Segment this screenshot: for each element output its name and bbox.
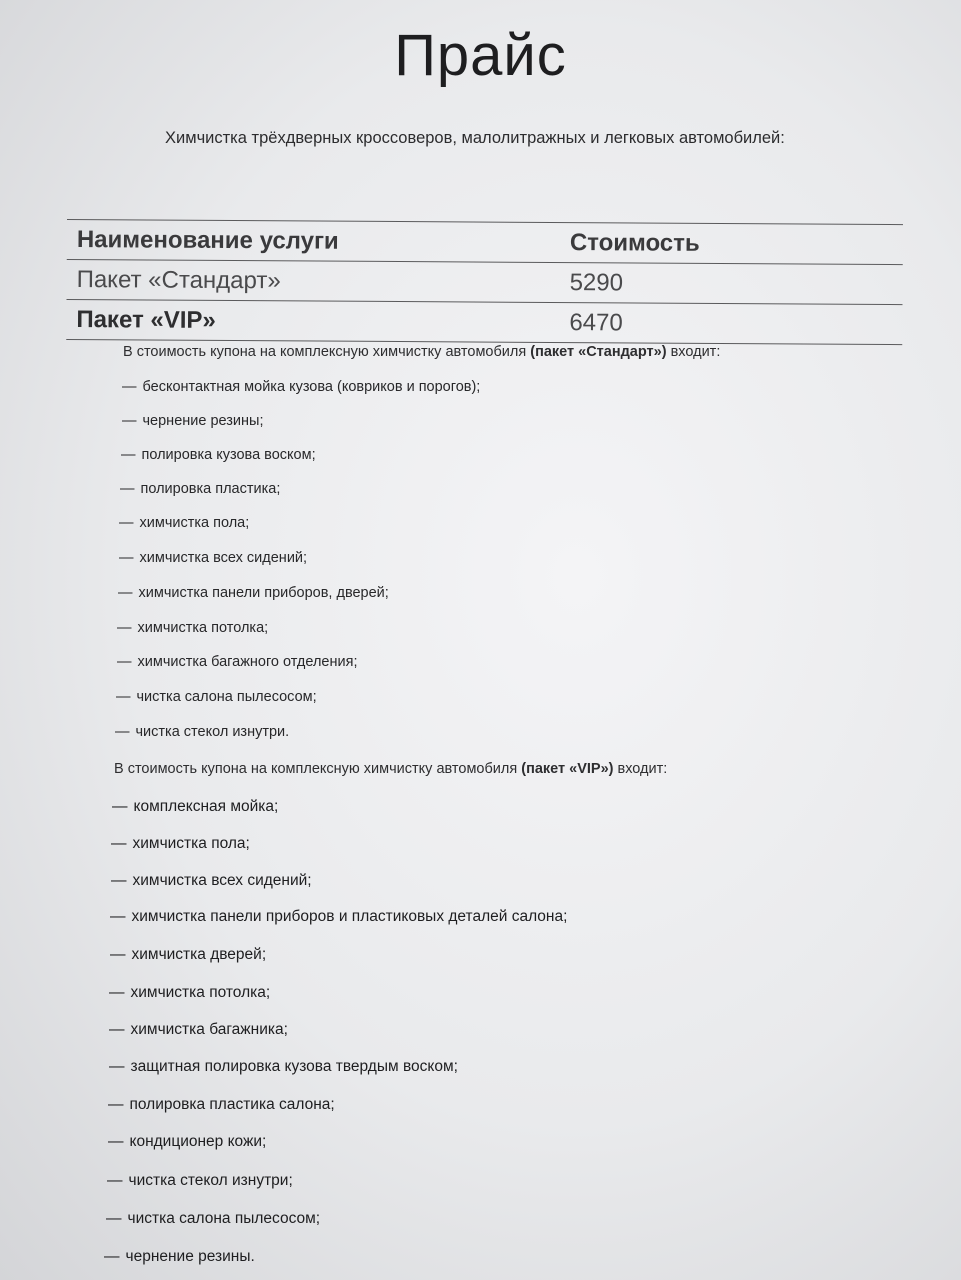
- list-item: [108, 1133, 266, 1151]
- bullet-dash: —: [112, 798, 128, 815]
- list-item: [109, 984, 270, 1002]
- bullet-dash: —: [118, 585, 133, 601]
- bullet-dash: —: [108, 1096, 124, 1113]
- bullet-dash: —: [106, 1210, 122, 1227]
- page-subtitle: Химчистка трёхдверных кроссоверов, малолитражных и легковых автомобилей:: [165, 129, 785, 147]
- list-item-text: химчистка пола;: [139, 515, 250, 531]
- bullet-dash: —: [119, 550, 134, 566]
- vip-intro-prefix: В стоимость купона на комплексную химчистку автомобиля: [114, 761, 518, 777]
- price-table-header: [67, 220, 903, 265]
- bullet-dash: —: [104, 1248, 120, 1265]
- list-item: [117, 654, 358, 670]
- package-price-vip: 6470: [569, 309, 623, 337]
- list-item: [109, 1021, 288, 1039]
- bullet-dash: —: [120, 481, 135, 497]
- bullet-dash: —: [111, 835, 127, 852]
- package-price-standard: 5290: [569, 269, 624, 297]
- package-name-vip: Пакет «VIP»: [76, 306, 216, 334]
- header-service-name: Наименование услуги: [76, 226, 339, 255]
- list-item-text: химчистка панели приборов, дверей;: [138, 585, 389, 601]
- list-item: [111, 872, 312, 890]
- table-row: [67, 260, 903, 305]
- bullet-dash: —: [116, 689, 131, 705]
- list-item-text: кондиционер кожи;: [129, 1133, 267, 1150]
- list-item: [109, 1058, 458, 1076]
- list-item-text: химчистка всех сидений;: [132, 872, 312, 889]
- header-cost: Стоимость: [569, 229, 700, 257]
- list-item-text: химчистка потолка;: [130, 984, 271, 1001]
- list-item: [119, 550, 307, 566]
- bullet-dash: —: [107, 1172, 123, 1189]
- bullet-dash: —: [109, 1021, 125, 1038]
- list-item-text: химчистка потолка;: [137, 620, 269, 636]
- bullet-dash: —: [119, 515, 134, 531]
- list-item: [107, 1172, 293, 1190]
- list-item: [122, 413, 263, 429]
- list-item: [110, 946, 266, 964]
- standard-intro: [123, 344, 720, 360]
- standard-intro-suffix: входит:: [670, 344, 721, 360]
- bullet-dash: —: [110, 946, 126, 963]
- vip-intro: [114, 761, 667, 777]
- list-item-text: защитная полировка кузова твердым воском;: [130, 1058, 458, 1075]
- vip-intro-bold: (пакет «VIP»): [521, 761, 614, 777]
- list-item: [106, 1210, 320, 1228]
- list-item-text: бесконтактная мойка кузова (ковриков и порогов);: [142, 379, 481, 395]
- list-item-text: чистка стекол изнутри.: [135, 724, 290, 740]
- bullet-dash: —: [109, 1058, 125, 1075]
- list-item: [116, 689, 317, 705]
- list-item: [119, 515, 249, 531]
- bullet-dash: —: [117, 654, 132, 670]
- price-table: [66, 219, 903, 345]
- list-item: [111, 835, 250, 853]
- standard-intro-bold: (пакет «Стандарт»): [530, 344, 667, 360]
- bullet-dash: —: [108, 1133, 124, 1150]
- vip-intro-suffix: входит:: [617, 761, 668, 777]
- list-item-text: чистка салона пылесосом;: [127, 1210, 321, 1227]
- bullet-dash: —: [115, 724, 130, 740]
- page-title: Прайс: [394, 23, 567, 88]
- bullet-dash: —: [122, 379, 137, 395]
- package-name-standard: Пакет «Стандарт»: [76, 266, 281, 295]
- list-item: [108, 1096, 335, 1114]
- list-item: [117, 620, 268, 636]
- list-item-text: полировка кузова воском;: [141, 447, 316, 463]
- list-item-text: полировка пластика салона;: [129, 1096, 335, 1113]
- list-item-text: чистка салона пылесосом;: [136, 689, 317, 705]
- list-item: [112, 798, 278, 816]
- bullet-dash: —: [111, 872, 127, 889]
- list-item: [118, 585, 389, 601]
- list-item-text: химчистка дверей;: [131, 946, 267, 963]
- list-item-text: химчистка всех сидений;: [139, 550, 308, 566]
- list-item: [115, 724, 289, 740]
- list-item-text: химчистка пола;: [132, 835, 250, 852]
- list-item: [104, 1248, 255, 1266]
- bullet-dash: —: [122, 413, 137, 429]
- list-item-text: химчистка багажного отделения;: [137, 654, 358, 670]
- bullet-dash: —: [121, 447, 136, 463]
- list-item: [122, 379, 480, 395]
- bullet-dash: —: [117, 620, 132, 636]
- list-item-text: полировка пластика;: [140, 481, 281, 497]
- list-item-text: чернение резины.: [125, 1248, 255, 1265]
- list-item-text: комплексная мойка;: [133, 798, 279, 815]
- list-item-text: чистка стекол изнутри;: [128, 1172, 293, 1189]
- bullet-dash: —: [110, 908, 126, 925]
- list-item: [120, 481, 280, 497]
- list-item: [110, 908, 567, 926]
- standard-intro-prefix: В стоимость купона на комплексную химчистку автомобиля: [123, 344, 527, 360]
- list-item-text: чернение резины;: [142, 413, 264, 429]
- list-item: [121, 447, 316, 463]
- bullet-dash: —: [109, 984, 125, 1001]
- table-row: [66, 300, 902, 344]
- list-item-text: химчистка багажника;: [130, 1021, 288, 1038]
- list-item-text: химчистка панели приборов и пластиковых деталей салона;: [131, 908, 568, 925]
